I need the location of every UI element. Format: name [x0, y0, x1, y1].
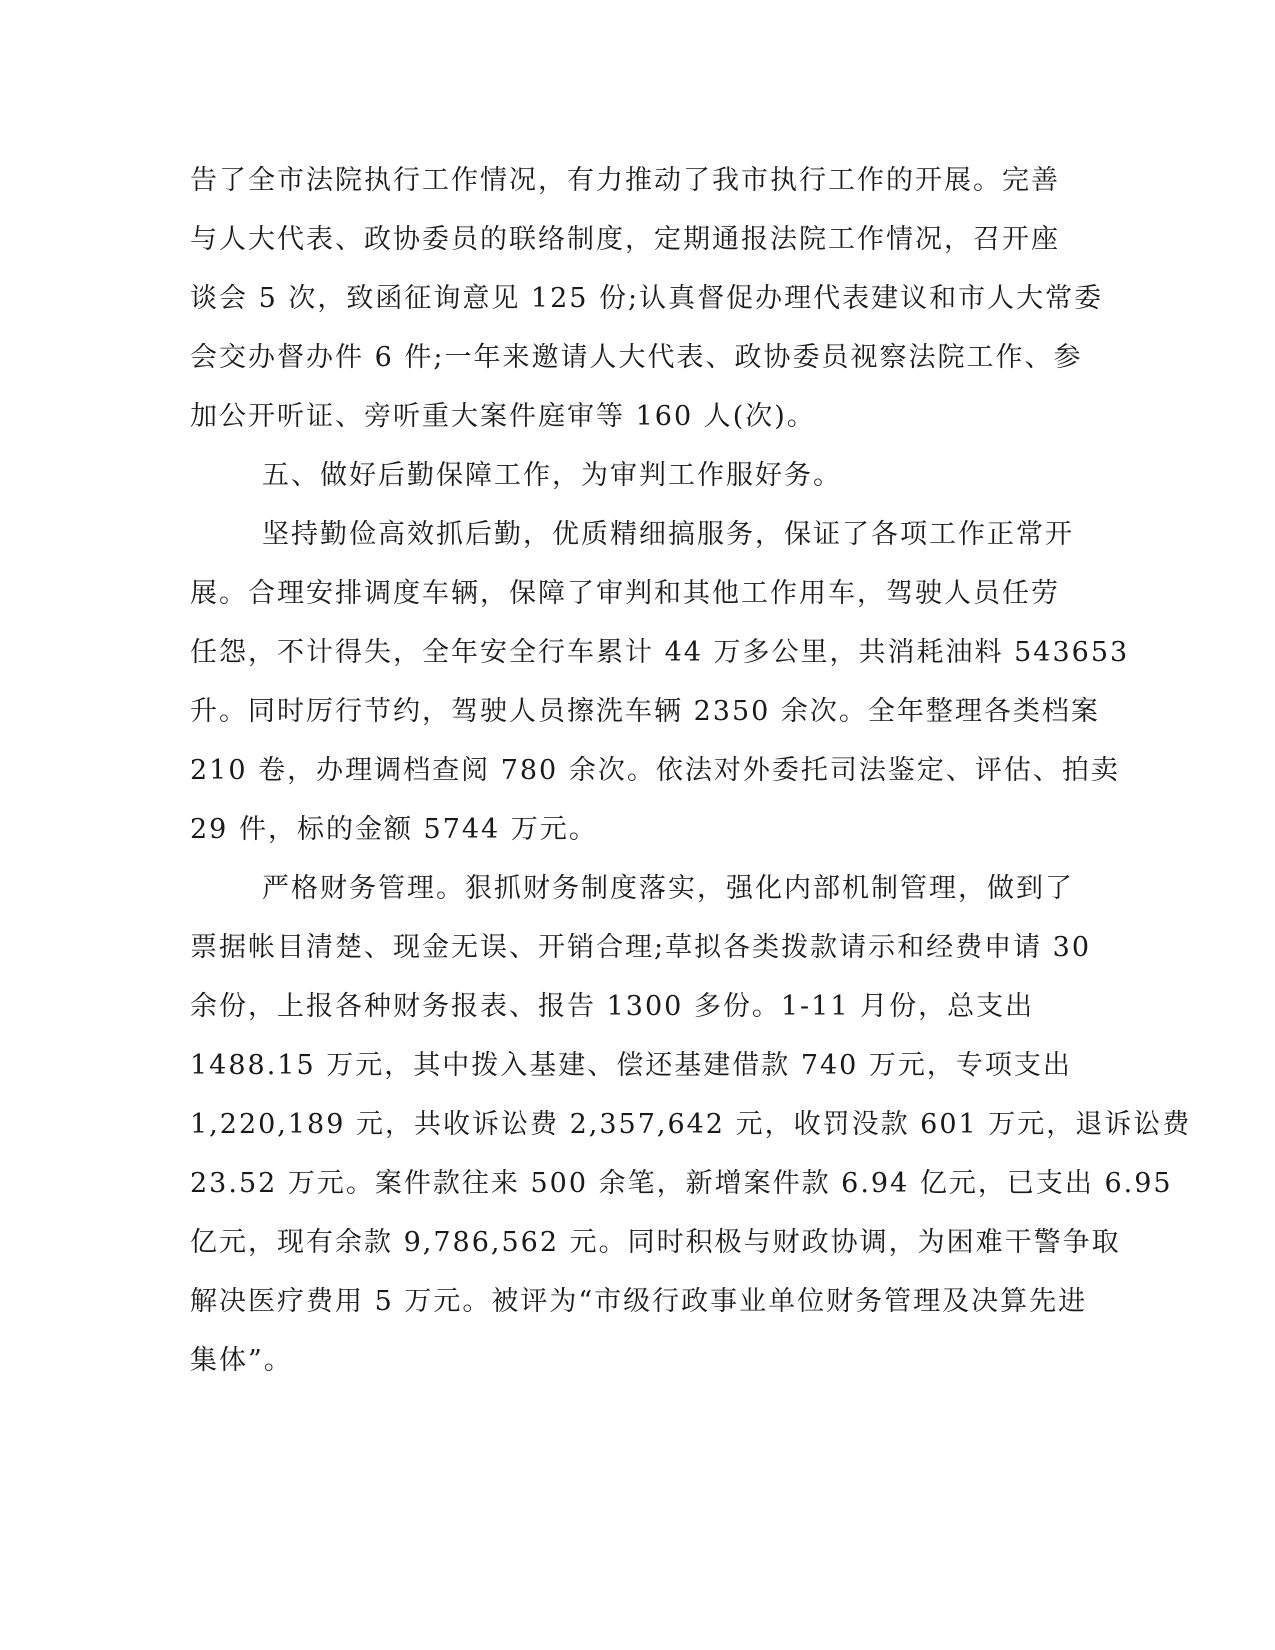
text-line: 会交办督办件 6 件;一年来邀请人大代表、政协委员视察法院工作、参	[190, 342, 1083, 373]
text-line: 余份，上报各种财务报表、报告 1300 多份。1-11 月份，总支出	[190, 991, 1035, 1022]
text-line: 坚持勤俭高效抓后勤，优质精细搞服务，保证了各项工作正常开	[262, 519, 1074, 550]
text-line: 告了全市法院执行工作情况，有力推动了我市执行工作的开展。完善	[190, 165, 1060, 196]
text-line: 29 件，标的金额 5744 万元。	[190, 814, 598, 845]
text-line: 集体”。	[190, 1345, 293, 1376]
text-line: 展。合理安排调度车辆，保障了审判和其他工作用车，驾驶人员任劳	[190, 578, 1060, 609]
text-line: 解决医疗费用 5 万元。被评为“市级行政事业单位财务管理及决算先进	[190, 1286, 1088, 1317]
text-line: 210 卷，办理调档查阅 780 余次。依法对外委托司法鉴定、评估、拍卖	[190, 755, 1120, 786]
text-line: 严格财务管理。狠抓财务制度落实，强化内部机制管理，做到了	[262, 873, 1074, 904]
text-line: 与人大代表、政协委员的联络制度，定期通报法院工作情况，召开座	[190, 224, 1060, 255]
text-line: 谈会 5 次，致函征询意见 125 份;认真督促办理代表建议和市人大常委	[190, 283, 1104, 314]
text-line: 亿元，现有余款 9,786,562 元。同时积极与财政协调，为困难干警争取	[190, 1227, 1121, 1258]
section-heading: 五、做好后勤保障工作，为审判工作服好务。	[262, 460, 842, 491]
text-line: 任怨，不计得失，全年安全行车累计 44 万多公里，共消耗油料 543653	[190, 637, 1130, 668]
text-line: 23.52 万元。案件款往来 500 余笔，新增案件款 6.94 亿元，已支出 6.95	[190, 1168, 1173, 1199]
text-line: 票据帐目清楚、现金无误、开销合理;草拟各类拨款请示和经费申请 30	[190, 932, 1092, 963]
text-line: 1488.15 万元，其中拨入基建、偿还基建借款 740 万元，专项支出	[190, 1050, 1072, 1081]
text-line: 升。同时厉行节约，驾驶人员擦洗车辆 2350 余次。全年整理各类档案	[190, 696, 1100, 727]
text-line: 1,220,189 元，共收诉讼费 2,357,642 元，收罚没款 601 万元，退诉讼费	[190, 1109, 1192, 1140]
text-line: 加公开听证、旁听重大案件庭审等 160 人(次)。	[190, 401, 816, 432]
